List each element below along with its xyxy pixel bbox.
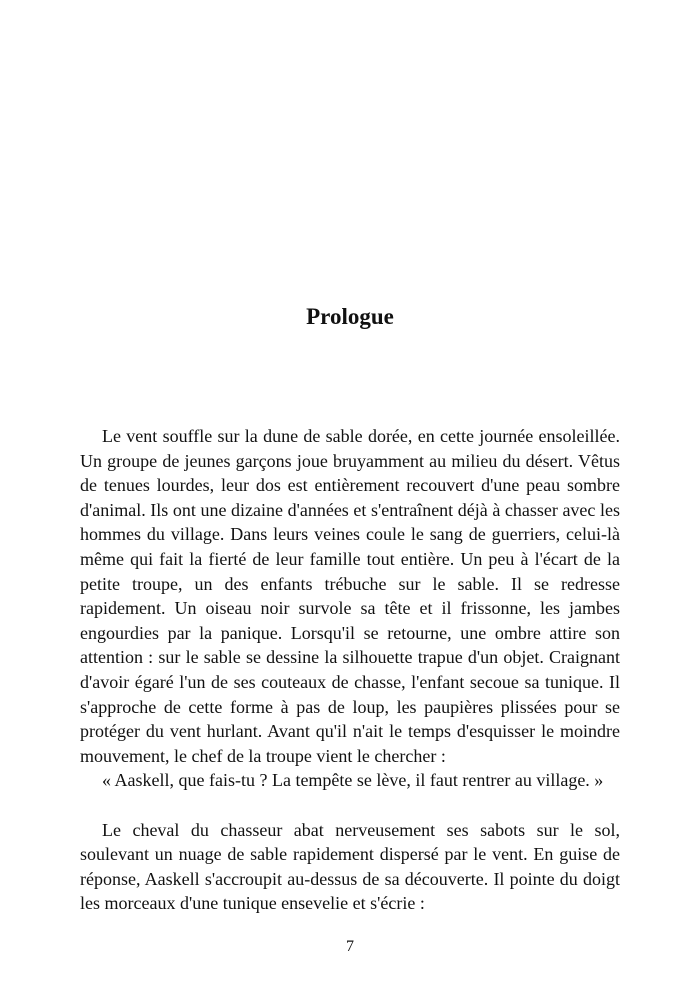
dialogue-paragraph: « Aaskell, que fais-tu ? La tempête se lève, il faut rentrer au village. » — [102, 770, 604, 791]
chapter-title: Prologue — [306, 304, 394, 329]
paragraph: Le vent souffle sur la dune de sable dorée, en cette journée ensoleillée. Un groupe de jeunes garçons joue bruyamment au milieu du désert. Vêtus de tenues lourdes, leur dos est entièrement recouvert d'une peau sombre d'animal. Ils ont une dizaine d'années et s'entraînent déjà à chasser avec les hommes du village. Dans leurs veines coule le sang de guerriers, celui-là même qui fait la fierté de leur famille tout entière. Un peu à l'écart de la petite troupe, un des enfants trébuche sur le sable. Il se redresse rapidement. Un oiseau noir survole sa tête et il frissonne, les jambes engourdies par la panique. Lorsqu'il se retourne, une ombre attire son attention : sur le sable se dessine la silhouette trapue d'un objet. Craignant d'avoir égaré l'un de ses couteaux de chasse, l'enfant secoue sa tunique. Il s'approche de cette forme à pas de loup, les paupières plissées pour se protéger du vent hurlant. Avant qu'il n'ait le temps d'esquisser le moindre mouvement, le chef de la troupe vient le chercher : — [80, 426, 620, 766]
paragraph: Le cheval du chasseur abat nerveusement ses sabots sur le sol, soulevant un nuage de sable rapidement dispersé par le vent. En guise de réponse, Aaskell s'accroupit au-dessus de sa découverte. Il pointe du doigt les morceaux d'une tunique ensevelie et s'écrie : — [80, 819, 620, 914]
chapter-body — [80, 424, 620, 916]
page-number: 7 — [346, 938, 354, 955]
